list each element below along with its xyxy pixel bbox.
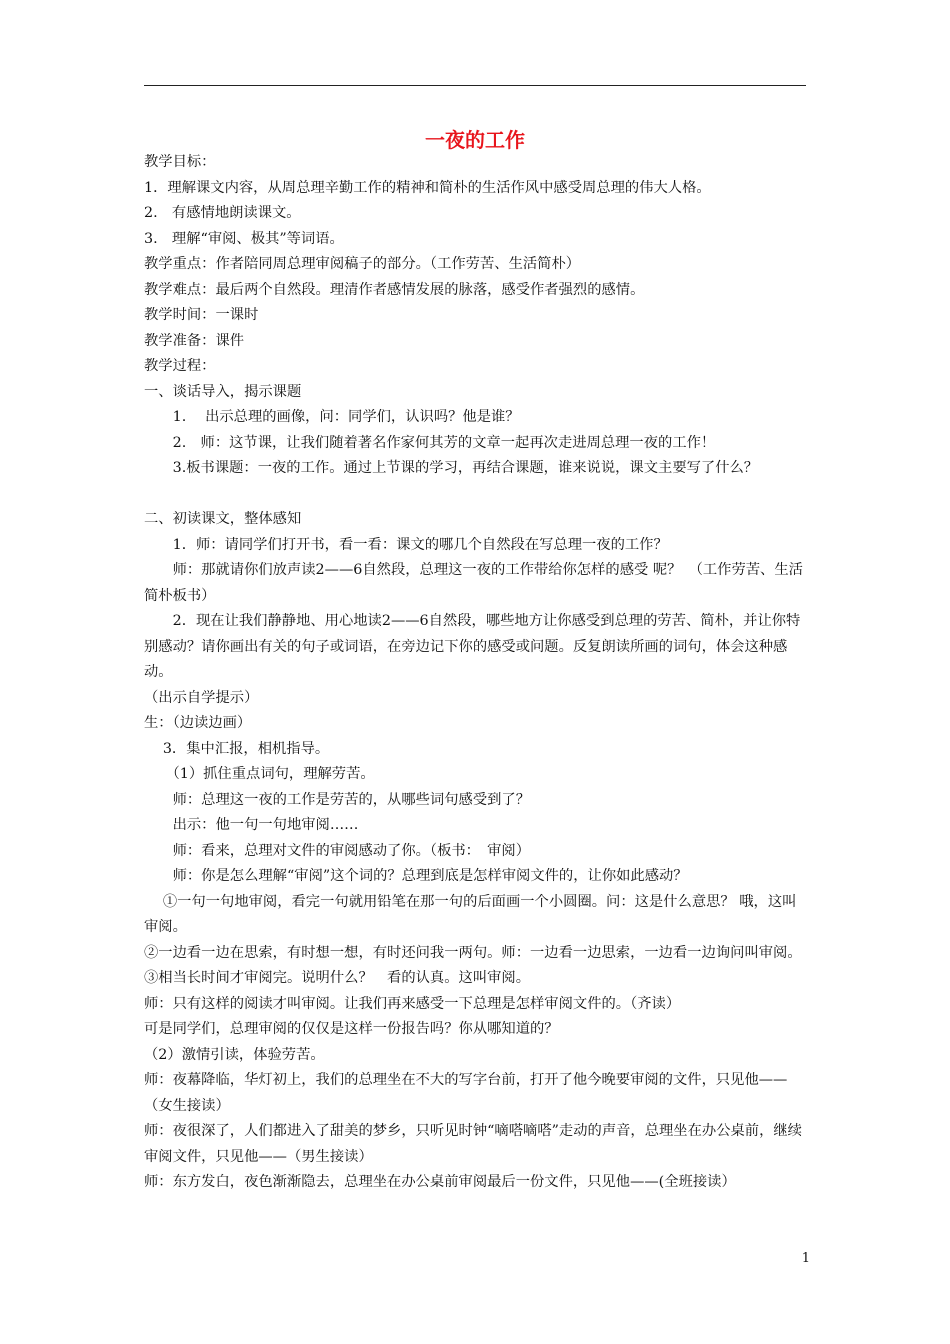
text-line: （出示自学提示） (144, 689, 259, 706)
text-line: 师：那就请你们放声读2——6自然段，总理这一夜的工作带给你怎样的感受 呢？ （工作劳苦、生活简朴板书） (144, 562, 803, 604)
page-number: 1 (801, 1251, 810, 1266)
text-line: ②一边看一边在思索，有时想一想，有时还问我一两句。师：一边看一边思索，一边看一边询问叫审阅。 (144, 944, 802, 961)
text-line: 师：看来，总理对文件的审阅感动了你。（板书： 审阅） (144, 842, 531, 859)
text-line: ①一句一句地审阅，看完一句就用铅笔在那一句的后面画一个小圆圈。问：这是什么意思？ 哦，这叫审阅。 (144, 893, 797, 935)
text-line: 生：（边读边画） (144, 715, 252, 731)
text-line: 师：夜很深了，人们都进入了甜美的梦乡，只听见时钟“嘀嗒嘀嗒”走动的声音，总理坐在办公桌前，继续审阅文件，只见他——（男生接读） (144, 1123, 802, 1165)
text-line: 师：你是怎么理解“审阅”这个词的？总理到底是怎样审阅文件的，让你如此感动？ (144, 868, 688, 884)
text-line: 教学准备：课件 (144, 332, 245, 349)
text-line: 教学重点：作者陪同周总理审阅稿子的部分。（工作劳苦、生活简朴） (144, 256, 581, 272)
document-body (144, 150, 810, 1196)
document-title: 一夜的工作 (425, 128, 525, 152)
text-line: 教学难点：最后两个自然段。理清作者感情发展的脉落，感受作者强烈的感情。 (144, 281, 645, 298)
blank-line (144, 482, 810, 508)
section-heading: 二、初读课文，整体感知 (144, 511, 302, 527)
text-line: ③相当长时间才审阅完。说明什么？ 看的认真。这叫审阅。 (144, 970, 531, 986)
text-line: 教学目标： (144, 154, 216, 170)
text-line: 1．师：请同学们打开书，看一看：课文的哪几个自然段在写总理一夜的工作？ (144, 536, 668, 553)
text-line: 师：只有这样的阅读才叫审阅。让我们再来感受一下总理是怎样审阅文件的。（齐读） (144, 995, 681, 1012)
text-line: 3.板书课题：一夜的工作。通过上节课的学习，再结合课题，谁来说说，课文主要写了什么？ (144, 460, 759, 476)
text-line: 教学时间：一课时 (144, 307, 259, 323)
text-line: 1. 出示总理的画像，问：同学们，认识吗？他是谁？ (144, 409, 520, 425)
text-line: 3．集中汇报，相机指导。 (144, 740, 330, 757)
text-line: 可是同学们，总理审阅的仅仅是这样一份报告吗？你从哪知道的？ (144, 1021, 559, 1037)
header-rule (144, 85, 806, 86)
text-line: （1）抓住重点词句，理解劳苦。 (144, 766, 375, 782)
text-line: 师：东方发白，夜色渐渐隐去，总理坐在办公桌前审阅最后一份文件，只见他——(全班接读） (144, 1174, 736, 1190)
text-line: 2．现在让我们静静地、用心地读2——6自然段，哪些地方让你感受到总理的劳苦、简朴，并让你特别感动？请你画出有关的句子或词语，在旁边记下你的感受或问题。反复朗读所画的词句，体会这种感动。 (144, 613, 801, 680)
text-line: 2. 师：这节课，让我们随着著名作家何其芳的文章一起再次走进周总理一夜的工作！ (144, 434, 716, 451)
section-heading: 一、谈话导入，揭示课题 (144, 383, 302, 400)
text-line: 3. 理解“审阅、极其”等词语。 (144, 230, 344, 247)
text-line: 2. 有感情地朗读课文。 (144, 205, 301, 221)
text-line: 1．理解课文内容，从周总理辛勤工作的精神和简朴的生活作风中感受周总理的伟大人格。 (144, 179, 711, 196)
text-line: 师：夜幕降临，华灯初上，我们的总理坐在不大的写字台前，打开了他今晚要审阅的文件，只见他——（女生接读） (144, 1072, 788, 1114)
text-line: 师：总理这一夜的工作是劳苦的，从哪些词句感受到了？ (144, 791, 531, 808)
text-line: 出示：他一句一句地审阅…… (144, 817, 359, 833)
text-line: （2）激情引读，体验劳苦。 (144, 1046, 325, 1063)
text-line: 教学过程： (144, 358, 216, 374)
